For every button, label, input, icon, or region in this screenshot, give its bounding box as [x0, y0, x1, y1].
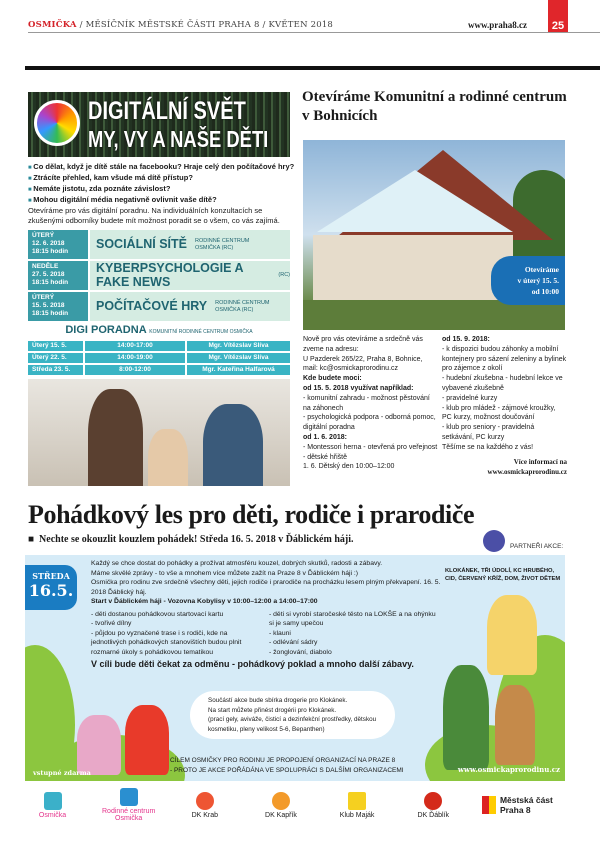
- logo-krab: [177, 792, 232, 819]
- fairy-figure: [77, 715, 121, 775]
- intro-line: Osmička pro rodinu zve srdečně všechny děti, jejich rodiče i prarodiče na procházku lesem plným překvapení. 16. 5. 2018 Ďáblický háj.: [91, 579, 441, 596]
- text-line: 1. 6. Dětský den 10:00–12:00: [303, 463, 395, 471]
- text-line: - Montessori herna - otevřená pro veřejnost: [303, 443, 438, 451]
- family-photo: [28, 379, 290, 486]
- text-line: - k dispozici budou záhonky a mobilní kontejnery pro sázení zeleniny a bylinek pro zájemce z okolí: [442, 345, 567, 373]
- text-line: Nově pro vás otevíráme a srdečně vás zveme na adresu:: [303, 336, 423, 353]
- poradna-day: Úterý 22. 5.: [28, 353, 83, 364]
- text-line: - děti dostanou pohádkovou startovací kartu: [91, 610, 224, 618]
- poradna-row: [28, 353, 290, 364]
- event-date: 27. 5. 2018: [32, 271, 65, 278]
- princess-figure: [487, 595, 537, 675]
- poradna-person: Mgr. Vítězslav Slíva: [187, 353, 290, 364]
- mother-figure: [88, 389, 143, 486]
- text-line: - žonglování, diabolo: [269, 648, 332, 656]
- text-line: - půjdou po vyznačené trase i s rodiči, kde na jednotlivých pohádkových stanovištích budou plnit rozmarné úkoly s pohádkovou tematikou: [91, 629, 242, 656]
- event-title: POČÍTAČOVÉ HRY: [96, 298, 208, 313]
- clown-figure: [443, 665, 489, 770]
- event-place: RODINNÉ CENTRUM OSMIČKA (RC): [215, 299, 270, 313]
- logo-majak: [330, 792, 385, 819]
- activity-list-1: [91, 610, 263, 658]
- text-line: - klub pro seniory - pravidelná setkávání, PC kurzy: [442, 424, 535, 441]
- running-header: [28, 20, 333, 30]
- text-line: - odlévání sádry: [269, 639, 318, 646]
- section-rule: [25, 66, 600, 70]
- logo-label: DK Kapřík: [265, 811, 297, 819]
- event-time: 18:15 hodin: [32, 310, 69, 317]
- text-line: - dětské hřiště: [303, 453, 347, 461]
- site-url[interactable]: www.praha8.cz: [468, 20, 527, 30]
- text-line: - tvořivé dílny: [91, 620, 132, 627]
- cloud-line: Součástí akce bude sbírka drogerie pro Klokánek.: [208, 697, 348, 704]
- intro-line: Máme skvělé zprávy - to vše a mnohem více můžete zažít na Praze 8 v Ďáblickém háji :): [91, 569, 359, 577]
- father-figure: [203, 404, 263, 486]
- poradna-time: 14:00-17:00: [85, 341, 185, 352]
- event-title: KYBERPSYCHOLOGIE A FAKE NEWS: [96, 261, 244, 289]
- question: ■ Co dělat, když je dítě stále na facebooku? Hraje celý den počítačové hry?: [28, 162, 296, 173]
- issue: / MĚSÍČNÍK MĚSTSKÉ ČÁSTI PRAHA 8 / KVĚTEN 2018: [76, 20, 334, 30]
- logo-praha8: [482, 795, 570, 815]
- poradna-heading: [28, 323, 290, 339]
- intro-line: Každý se chce dostat do pohádky a prožívat atmosféru kouzel, dobrých skutků, radosti a zábavy.: [91, 560, 383, 567]
- page-number: 25: [548, 0, 568, 33]
- text-line: - psychologická podpora - odborná pomoc, digitální poradna: [303, 414, 436, 432]
- logo-dablik: [406, 792, 461, 819]
- fish-icon: [272, 792, 290, 810]
- event-day: ÚTERÝ: [32, 232, 55, 239]
- text-line: - hudební zkušebna - hudební lekce ve vybavené zkušebně: [442, 375, 563, 392]
- partners-label: PARTNEŘI AKCE:: [510, 543, 564, 550]
- centrum-col-2-wrap: [442, 335, 567, 477]
- badge-date: 16.5.: [28, 581, 74, 600]
- badge-day: STŘEDA: [32, 571, 70, 581]
- klokanek-logo-icon: [483, 530, 505, 552]
- house-icon: [44, 792, 62, 810]
- partner-logos: [25, 786, 570, 824]
- badge-line: v úterý 15. 5.: [517, 276, 559, 285]
- les-title: Pohádkový les pro děti, rodiče i prarodiče: [28, 500, 475, 529]
- event-time: 18:15 hodin: [32, 248, 69, 255]
- poradna-time: 8:00-12:00: [85, 365, 185, 376]
- event-day: NEDĚLE: [32, 263, 59, 270]
- start-info: Start v Ďáblickém háji - Vozovna Kobylisy v 10:00–12:00 a 14:00–17:00: [91, 598, 318, 605]
- lighthouse-icon: [348, 792, 366, 810]
- digital-banner: [28, 92, 290, 157]
- logo-osmicka: [25, 792, 80, 819]
- more-label: Více informací na: [513, 457, 567, 466]
- logo-label: DK Ďáblík: [417, 811, 450, 819]
- poradna-day: Středa 23. 5.: [28, 365, 83, 376]
- event-row: [28, 230, 290, 259]
- poradna-place: KOMUNITNÍ RODINNÉ CENTRUM OSMIČKA: [149, 329, 253, 335]
- text-line: mail: kc@osmickaprorodinu.cz: [303, 365, 399, 373]
- text-line: - klauni: [269, 629, 291, 637]
- free-entry: vstupné zdarma: [33, 769, 91, 777]
- cloud-line: Na start můžete přinést drogérii pro Klokánek.: [208, 706, 337, 714]
- more-url[interactable]: www.osmickaprorodinu.cz: [487, 467, 567, 476]
- event-url[interactable]: www.osmickaprorodinu.cz: [457, 765, 560, 774]
- date-badge: [25, 565, 77, 610]
- opening-badge: [491, 256, 565, 305]
- digital-column: [28, 92, 295, 486]
- goal-text: V cíli bude děti čekat za odměnu - pohádkový poklad a mnoho další zábavy.: [91, 659, 414, 669]
- centrum-title: Otevíráme Komunitní a rodinné centrum v Bohnicích: [302, 89, 567, 124]
- logo-kaprik: [253, 792, 308, 819]
- poradna-person: Mgr. Vítězslav Slíva: [187, 341, 290, 352]
- devil-figure: [125, 705, 169, 775]
- kangaroo-figure: [495, 685, 535, 765]
- logo-label: Rodinné centrum Osmička: [102, 808, 156, 822]
- globe-logo-icon: [34, 100, 80, 146]
- collection-cloud: [190, 691, 395, 739]
- activity-list-2: [269, 610, 441, 658]
- text-line: - pravidelné kurzy: [442, 394, 498, 402]
- crab-icon: [196, 792, 214, 810]
- les-subtitle-text: Nechte se okouzlit kouzlem pohádek! Středa 16. 5. 2018 v Ďáblickém háji.: [39, 534, 354, 545]
- logo-label: DK Krab: [191, 811, 219, 819]
- event-row: [28, 261, 290, 290]
- badge-line: Otevíráme: [524, 265, 559, 274]
- crest-icon: [482, 796, 496, 814]
- text-line: Těšíme se na každého z vás!: [442, 443, 534, 451]
- text-line: U Pazderek 265/22, Praha 8, Bohnice,: [303, 355, 423, 363]
- question-list: [28, 162, 296, 226]
- header-rule: [28, 32, 600, 33]
- event-place: (RC): [278, 272, 290, 278]
- child-figure: [148, 429, 188, 486]
- logo-rc-osmicka: [101, 788, 156, 822]
- partners-list: KLOKÁNEK, TŘI ÚDOLÍ, KC HRUBÉHO, CID, ČERVENÝ KŘÍŽ, DOM, ŽIVOT DĚTEM: [445, 568, 561, 582]
- poradna-row: [28, 365, 290, 376]
- centrum-col-2: [442, 335, 567, 453]
- text-line: - děti si vyrobí staročeské těsto na LOKŠE a na ohýnku si je samy upečou: [269, 610, 436, 627]
- poradna-person: Mgr. Kateřina Halfarová: [187, 365, 290, 376]
- note-line: - PROTO JE AKCE POŘÁDÁNA VE SPOLUPRÁCI S DALŠÍMI ORGANIZACEMI: [170, 767, 404, 774]
- event-date: 15. 5. 2018: [32, 302, 65, 309]
- text-line: od 15. 5. 2018 využívat například:: [303, 384, 414, 392]
- event-day: ÚTERÝ: [32, 294, 55, 301]
- question: ■ Mohou digitální média negativně ovlivnit vaše dítě?: [28, 195, 296, 206]
- banner-subtitle: MY, VY A NAŠE DĚTI: [88, 126, 269, 152]
- question: ■ Ztrácíte přehled, kam všude má dítě přístup?: [28, 173, 296, 184]
- family-icon: [120, 788, 138, 806]
- text-line: Kde budete moci:: [303, 375, 362, 383]
- note-line: CÍLEM OSMIČKY PRO RODINU JE PROPOJENÍ ORGANIZACÍ NA PRAZE 8: [170, 757, 396, 764]
- event-time: 18:15 hodin: [32, 279, 69, 286]
- les-subtitle: ■ Nechte se okouzlit kouzlem pohádek! Středa 16. 5. 2018 v Ďáblickém háji.: [28, 534, 354, 545]
- poradna-day: Úterý 15. 5.: [28, 341, 83, 352]
- centrum-col-1: [303, 335, 438, 472]
- question: ■ Nemáte jistotu, zda poznáte závislost?: [28, 184, 296, 195]
- les-intro: [91, 559, 441, 607]
- text-line: - klub pro mládež - zájmové kroužky, PC kurzy, možnost doučování: [442, 404, 556, 422]
- devil-icon: [424, 792, 442, 810]
- event-date: 12. 6. 2018: [32, 240, 65, 247]
- intro-text: Otevíráme pro vás digitální poradnu. Na individuálních konzultacích se zkušenými odborníky budete mít možnost poradit se o všem, co vás zajímá.: [28, 206, 280, 225]
- centrum-photo: [303, 140, 565, 330]
- poradna-title: DIGI PORADNA: [65, 324, 147, 336]
- brand: OSMIČKA: [28, 20, 77, 30]
- text-line: - komunitní zahradu - možnost pěstování na záhonech: [303, 394, 430, 412]
- logo-label: Klub Maják: [339, 811, 375, 819]
- cloud-line: (prací gely, aviváže, čisticí a dezinfekční prostředky, dětskou kosmetiku, pleny velikost 5-6, Bepanthen): [208, 716, 377, 733]
- badge-line: od 10:00: [531, 287, 559, 296]
- poradna-time: 14:00-19:00: [85, 353, 185, 364]
- organizers-note: [170, 756, 404, 776]
- more-info: [442, 457, 567, 477]
- event-row: [28, 292, 290, 321]
- event-place: RODINNÉ CENTRUM OSMIČKA (RC): [194, 237, 250, 251]
- text-line: od 1. 6. 2018:: [303, 433, 347, 441]
- les-event-box: [25, 555, 565, 781]
- text-line: od 15. 9. 2018:: [442, 336, 490, 343]
- poradna-row: [28, 341, 290, 352]
- banner-title: DIGITÁLNÍ SVĚT: [88, 97, 246, 125]
- les-text-flow: [91, 559, 441, 670]
- logo-label: Osmička: [38, 811, 67, 819]
- event-title: SOCIÁLNÍ SÍTĚ: [96, 236, 187, 251]
- logo-label: Městská část Praha 8: [499, 795, 553, 815]
- activity-lists: [91, 610, 441, 658]
